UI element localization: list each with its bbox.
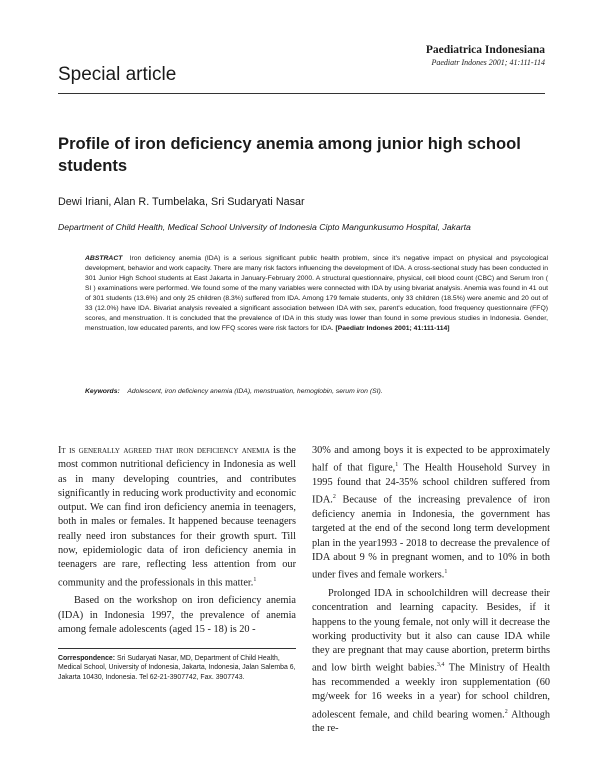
body-column-right (312, 444, 550, 737)
paragraph-text: Prolonged IDA in schoolchildren will decrease their concentration and learning capacity. Besides, if it happens to the young female, not only will it decrease the working productivity but it also can cause IDA while they are pregnant that may cause abortion, preterm births and low birth weight babies. (312, 587, 550, 674)
keywords-value: Adolescent, iron deficiency anemia (IDA), menstruation, hemoglobin, serum iron (SI). (127, 388, 383, 395)
reference-mark: 1 (395, 462, 399, 469)
body-paragraph-3 (312, 444, 550, 583)
reference-mark: 1 (253, 576, 257, 583)
body-paragraph-1 (58, 444, 296, 590)
abstract-block (85, 254, 548, 334)
correspondence-note (58, 654, 298, 682)
correspondence-text: Sri Sudaryati Nasar, MD, Department of Child Health, Medical School, University of Indonesia, Jakarta, Indonesia, Jalan Salemba 6, Jakarta 10430, Indonesia. Tel 62-21-3907742, Fax. 3907743. (58, 655, 296, 681)
body-paragraph-4 (312, 587, 550, 737)
paragraph-text: The Ministry of Health has recommended a weekly iron supplementation (60 mg/week for 16 weeks in a year) for school children, adolescent female, and child bearing women. (312, 662, 550, 721)
paragraph-text: Because of the increasing prevalence of iron deficiency anemia in Indonesia, the government has targeted at the end of the second long term development plan in the year1993 - 2018 to decrease the prevalence of IDA about 9 % in pregnant women, and to 10% in both under fives and female workers. (312, 494, 550, 581)
keywords-label: Keywords: (85, 388, 120, 395)
journal-citation: Paediatr Indones 2001; 41:111-114 (431, 58, 545, 67)
journal-header (426, 44, 545, 67)
reference-mark: 3,4 (436, 662, 445, 669)
body-paragraph-2: Based on the workshop on iron deficiency anemia (IDA) in Indonesia 1997, the prevalence of anemia among female adolescents (aged 15 - 18) is 20 - (58, 595, 296, 635)
lead-in-smallcaps: It is generally agreed that iron deficiency anemia (58, 445, 270, 456)
article-authors: Dewi Iriani, Alan R. Tumbelaka, Sri Sudaryati Nasar (58, 196, 305, 208)
keywords-block (85, 388, 548, 395)
abstract-text: Iron deficiency anemia (IDA) is a serious significant public health problem, since it's negative impact on physical and psycological development, behavior and work capacity. There are many risk factors influencing the development of IDA. A cross-sectional study has been conducted in 301 Junior High School students at East Jakarta in January-February 2000. A structural questionnaire, physical, cell blood count (CBC) and Serum Iron ( SI ) examinations were performed. We found some of the many variables were connected with IDA by using bivariat analysis. Anemia was found in 41 out of 301 students (13.6%) and only 25 children (8.3%) suffered from IDA. Among 179 female students, only 33 children (18.5%) were anemic and 20 out of 33 (12.0%) have IDA. Bivariat analysis revealed a significant association between IDA with sex, parent's education, food frequency questionnaire (FFQ) scores, and menstruation. It is concluded that the prevalence of IDA in this study was lower than found in some previous studies in Indonesia. Gender, menstruation, low educated parents, and low FFQ scores were risk factors for IDA. (85, 255, 549, 332)
paragraph-text: Although the re- (312, 709, 550, 735)
reference-mark: 2 (504, 708, 508, 715)
article-title: Profile of iron deficiency anemia among junior high school students (58, 134, 521, 175)
reference-mark: 2 (332, 494, 336, 501)
body-column-left (58, 444, 296, 637)
section-label: Special article (58, 64, 177, 85)
paragraph-text: 30% and among boys it is expected to be approximately half of that figure, (312, 445, 550, 474)
correspondence-label: Correspondence: (58, 655, 116, 662)
abstract-citation: [Paediatr Indones 2001; 41:111-114] (335, 324, 450, 332)
abstract-label: ABSTRACT (85, 255, 123, 262)
header-divider (58, 93, 545, 94)
footnote-divider (58, 648, 296, 649)
paragraph-text: The Health Household Survey in 1995 found that 24-35% school children suffered from IDA. (312, 462, 550, 506)
article-affiliation: Department of Child Health, Medical School University of Indonesia Cipto Mangunkusumo Hospital, Jakarta (58, 222, 471, 232)
journal-name: Paediatrica Indonesiana (425, 44, 545, 56)
reference-mark: 1 (444, 569, 448, 576)
paragraph-text: is the most common nutritional deficiency in Indonesia as well as in many developing countries, and contributes significantly in reducing work productivity and economic output. We can find iron deficiency anemia in teenagers, both in males or females. It happened because teenagers really need iron substances for their growth spurt. Till now, epidemiologic data of iron deficiency anemia in teenagers are rare, reflecting less attention from our community and the professionals in this matter. (58, 445, 296, 589)
